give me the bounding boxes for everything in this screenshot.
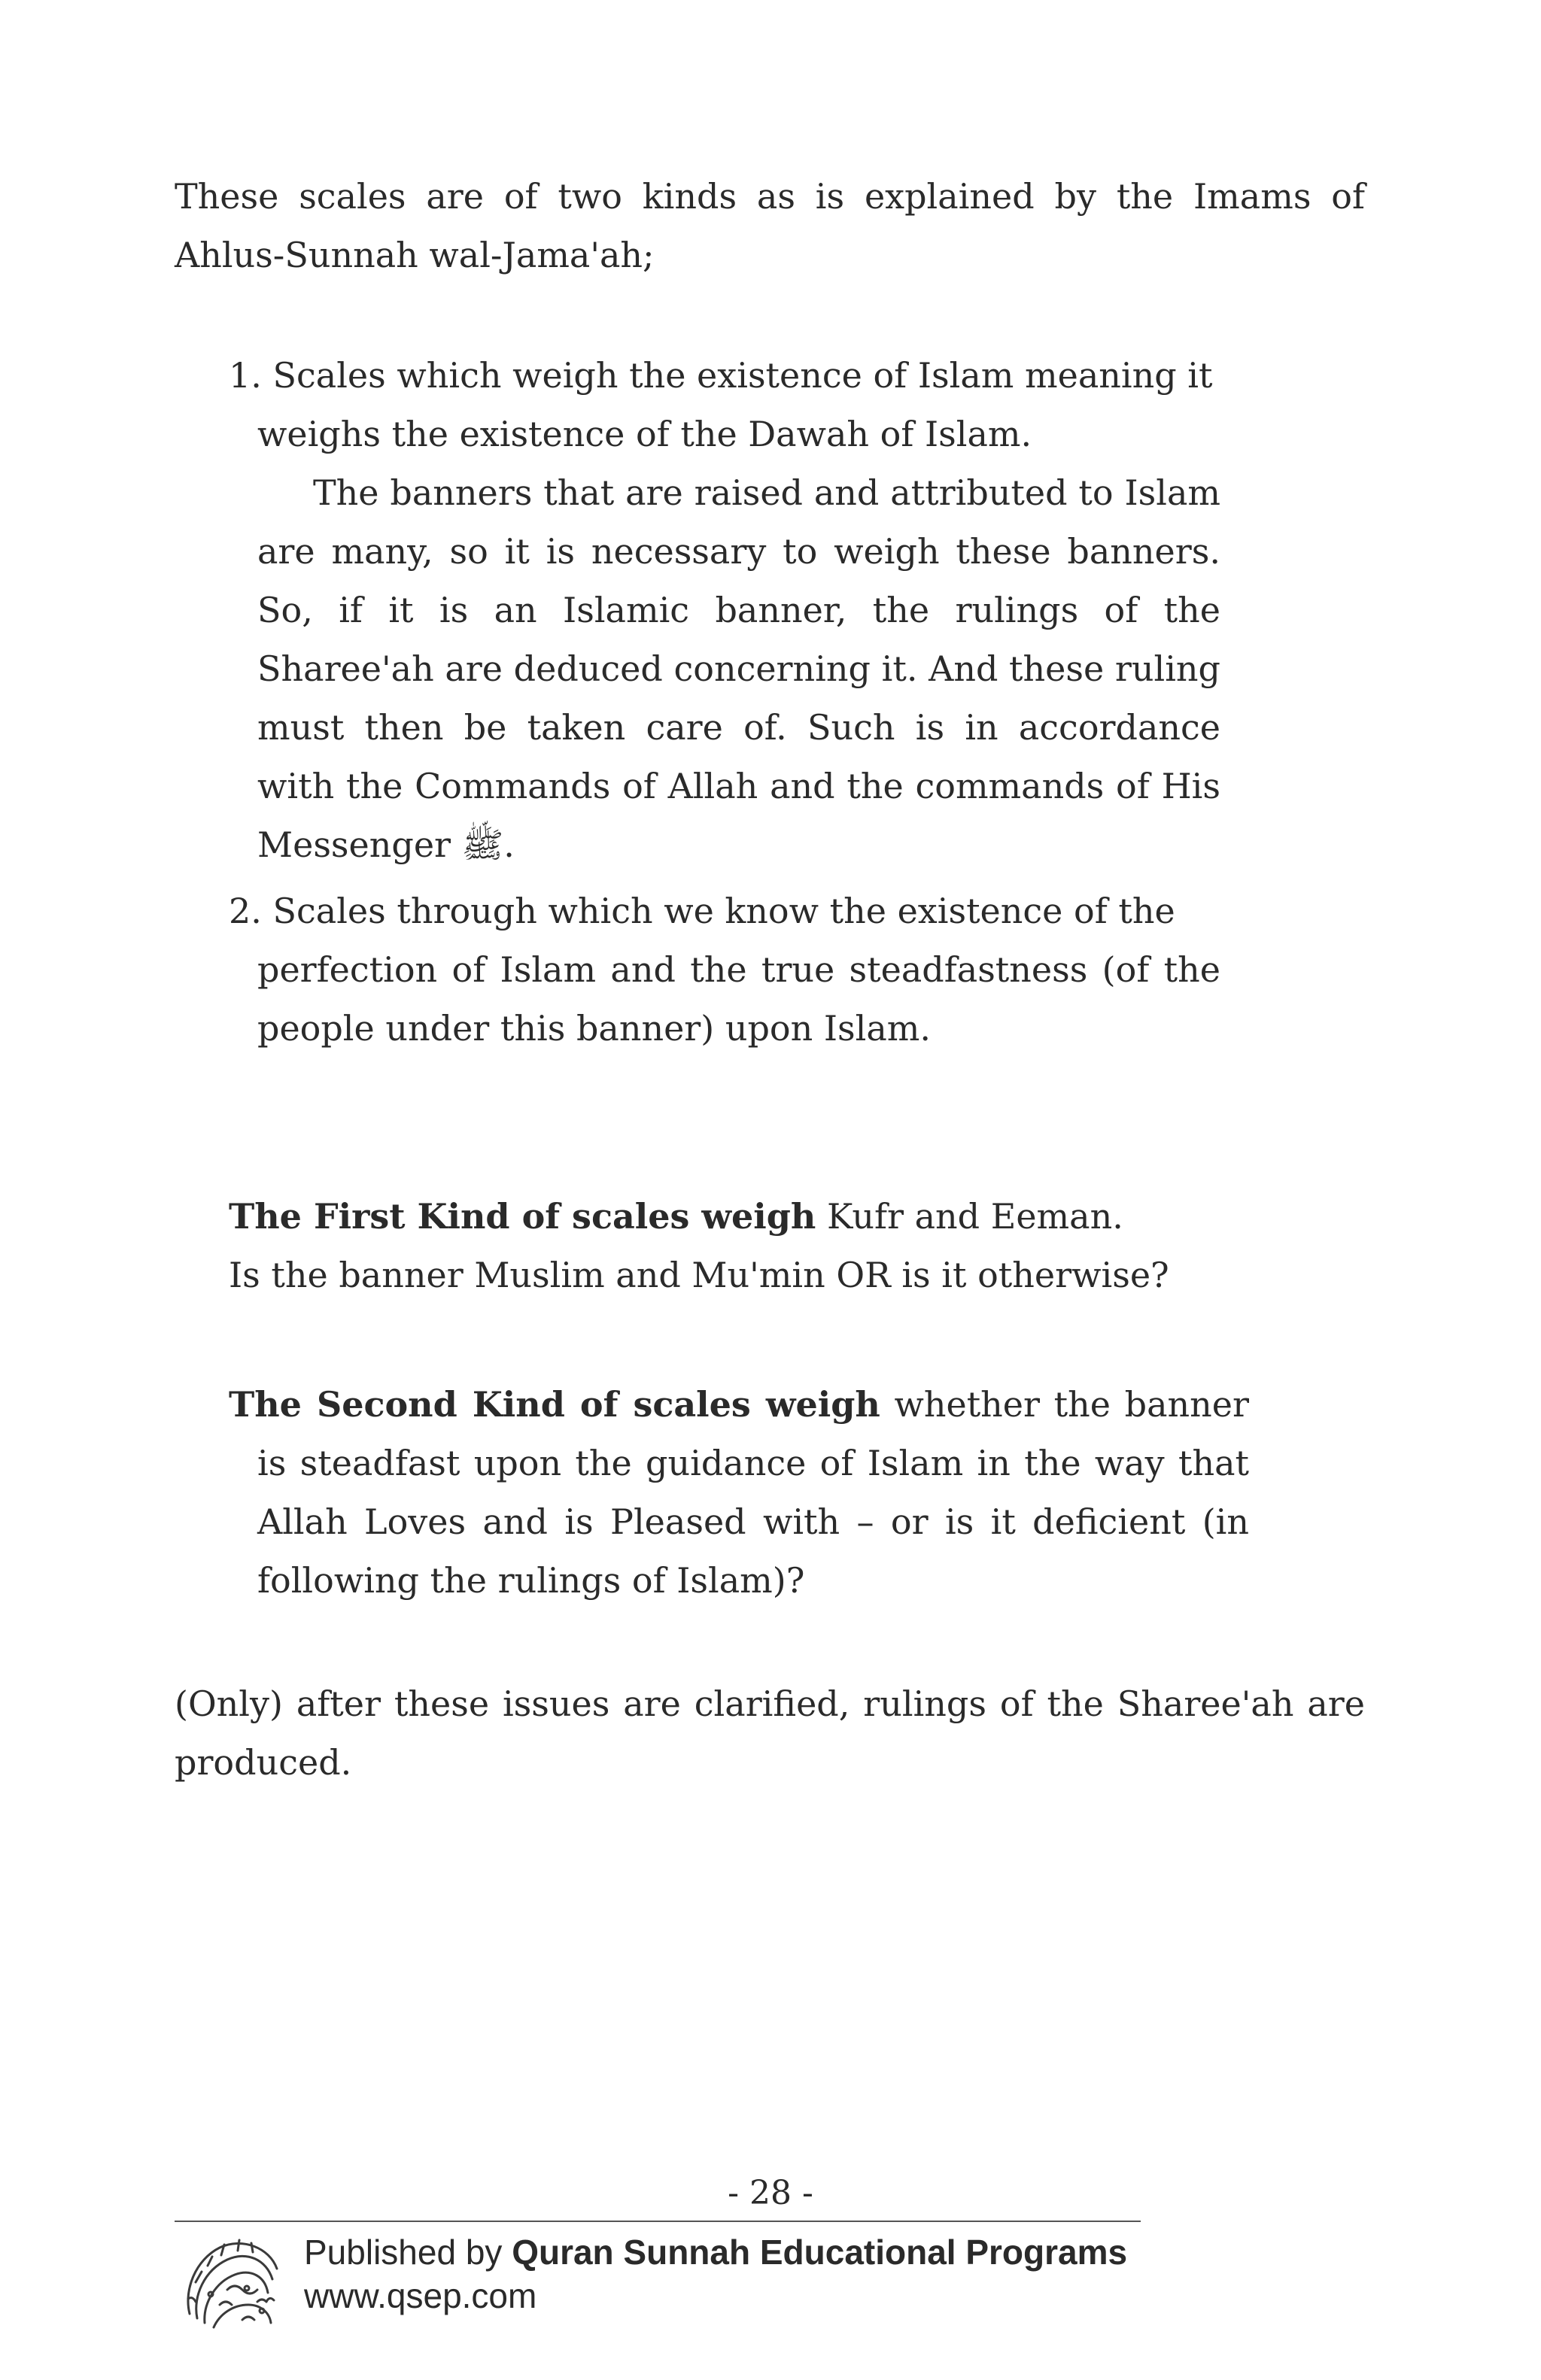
closing-paragraph: (Only) after these issues are clarified, rulings of the Sharee'ah are produced.	[175, 1683, 1365, 1783]
second-kind-section	[229, 1375, 1249, 1610]
footer-divider	[175, 2221, 1141, 2222]
arabic-calligraphy-logo-icon	[175, 2230, 287, 2342]
list-item-1-continuation: weighs the existence of the Dawah of Islam.	[257, 414, 1032, 454]
publisher-line	[304, 2231, 1127, 2273]
page-number: - 28 -	[728, 2174, 813, 2212]
publisher-organization: Quran Sunnah Educational Programs	[512, 2233, 1128, 2272]
list-item-2-heading: Scales through which we know the existence of the	[272, 891, 1175, 931]
list-item-1	[229, 346, 1220, 874]
first-kind-lead: The First Kind of scales weigh	[229, 1196, 816, 1237]
first-kind-question: Is the banner Muslim and Mu'min OR is it otherwise?	[229, 1255, 1169, 1295]
first-kind-line	[229, 1187, 1220, 1246]
second-kind-lead: The Second Kind of scales weigh	[229, 1384, 880, 1425]
list-item-1-number: 1.	[229, 355, 262, 396]
list-item-1-paragraph: The banners that are raised and attributed to Islam are many, so it is necessary to weigh these banners. So, if it is an Islamic banner, the rulings of the Sharee'ah are deduced concerning it. And these ruling must then be taken care of. Such is in accordance with the Commands of Allah and the commands of His Messenger ﷺ.	[257, 472, 1220, 865]
list-item-2-continuation: perfection of Islam and the true steadfastness (of the people under this banner) upon Islam.	[257, 949, 1220, 1049]
publisher-website: www.qsep.com	[304, 2276, 537, 2315]
list-item-1-heading: Scales which weigh the existence of Islam meaning it	[272, 355, 1213, 396]
list-item-2-number: 2.	[229, 891, 262, 931]
list-item-1-first-line	[229, 346, 1220, 405]
second-kind-text: whether the banner is steadfast upon the guidance of Islam in the way that Allah Loves and is Pleased with – or is it deficient (in following the rulings of Islam)?	[257, 1384, 1249, 1601]
list-item-2	[229, 882, 1220, 1058]
first-kind-text: Kufr and Eeman.	[827, 1196, 1123, 1237]
published-by-label: Published by	[304, 2233, 503, 2272]
list-item-2-first-line	[229, 882, 1220, 940]
first-kind-section	[229, 1187, 1220, 1304]
intro-paragraph: These scales are of two kinds as is explained by the Imams of Ahlus-Sunnah wal-Jama'ah;	[175, 176, 1365, 275]
